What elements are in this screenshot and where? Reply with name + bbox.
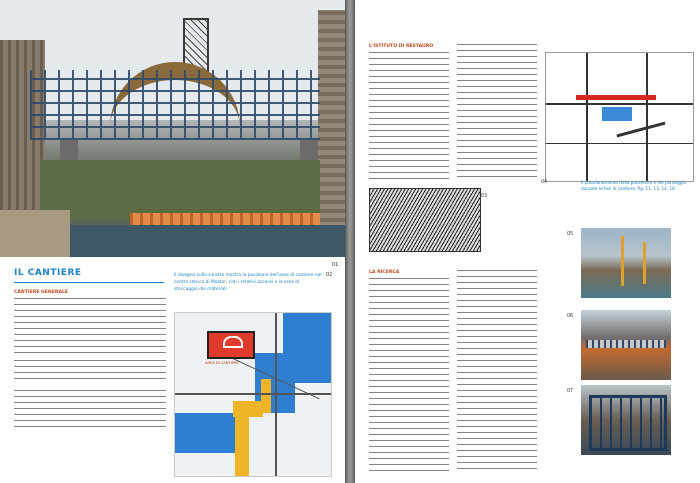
col2-text: [457, 44, 537, 180]
plan-number: 04: [541, 180, 548, 185]
map-caption-number: 02: [326, 272, 333, 278]
right-page: L'ISTITUTO DI RESTAURO 03 LA RICERCA 04 Il posizionamento della passerella e del ponteggio durante le fasi di cantiere, fig. 11, 13, 14, 16 05 06 07: [355, 0, 700, 483]
heading-mid: LA RICERCA: [369, 270, 400, 275]
col1-text-lower: [369, 278, 449, 474]
steel-truss: [30, 70, 320, 140]
col2-text-lower: [457, 270, 537, 474]
heading-top: L'ISTITUTO DI RESTAURO: [369, 44, 434, 49]
thumb-photo-scaffold: [581, 310, 671, 380]
page-gutter: [345, 0, 355, 483]
photo-number: 01: [332, 262, 339, 268]
site-plan-drawing: [545, 52, 694, 182]
general-heading: CANTIERE GENERALE: [14, 290, 69, 295]
plan-caption: Il posizionamento della passerella e del ponteggio durante le fasi di cantiere, fig. 11, 13, 14, 16: [581, 180, 687, 192]
body-text-3: [14, 390, 166, 432]
site-map: AREA DI CANTIERE: [174, 312, 332, 477]
map-site-marker: [207, 331, 255, 359]
bridge-icon: [223, 336, 243, 348]
body-text-2: [14, 360, 166, 384]
sketch-number: 03: [481, 194, 488, 199]
body-text-1: [14, 298, 166, 354]
section-title: IL CANTIERE: [14, 268, 82, 278]
col1-text: [369, 52, 449, 180]
left-page: [0, 0, 345, 483]
bridge-scaffold-photo: [0, 0, 345, 257]
map-caption: Il disegno sulla sinistra mostra la posizione dell'area di cantiere nel centro storico di Mostar, con i relativi accessi e le aree di stoccaggio dei materiali.: [174, 273, 322, 292]
historic-sketch: [369, 188, 481, 252]
thumb-photo-frame: [581, 385, 671, 455]
walkway-deck: [130, 213, 320, 225]
scaffold-tower-right: [318, 10, 345, 240]
thumb-photo-cranes: [581, 228, 671, 298]
